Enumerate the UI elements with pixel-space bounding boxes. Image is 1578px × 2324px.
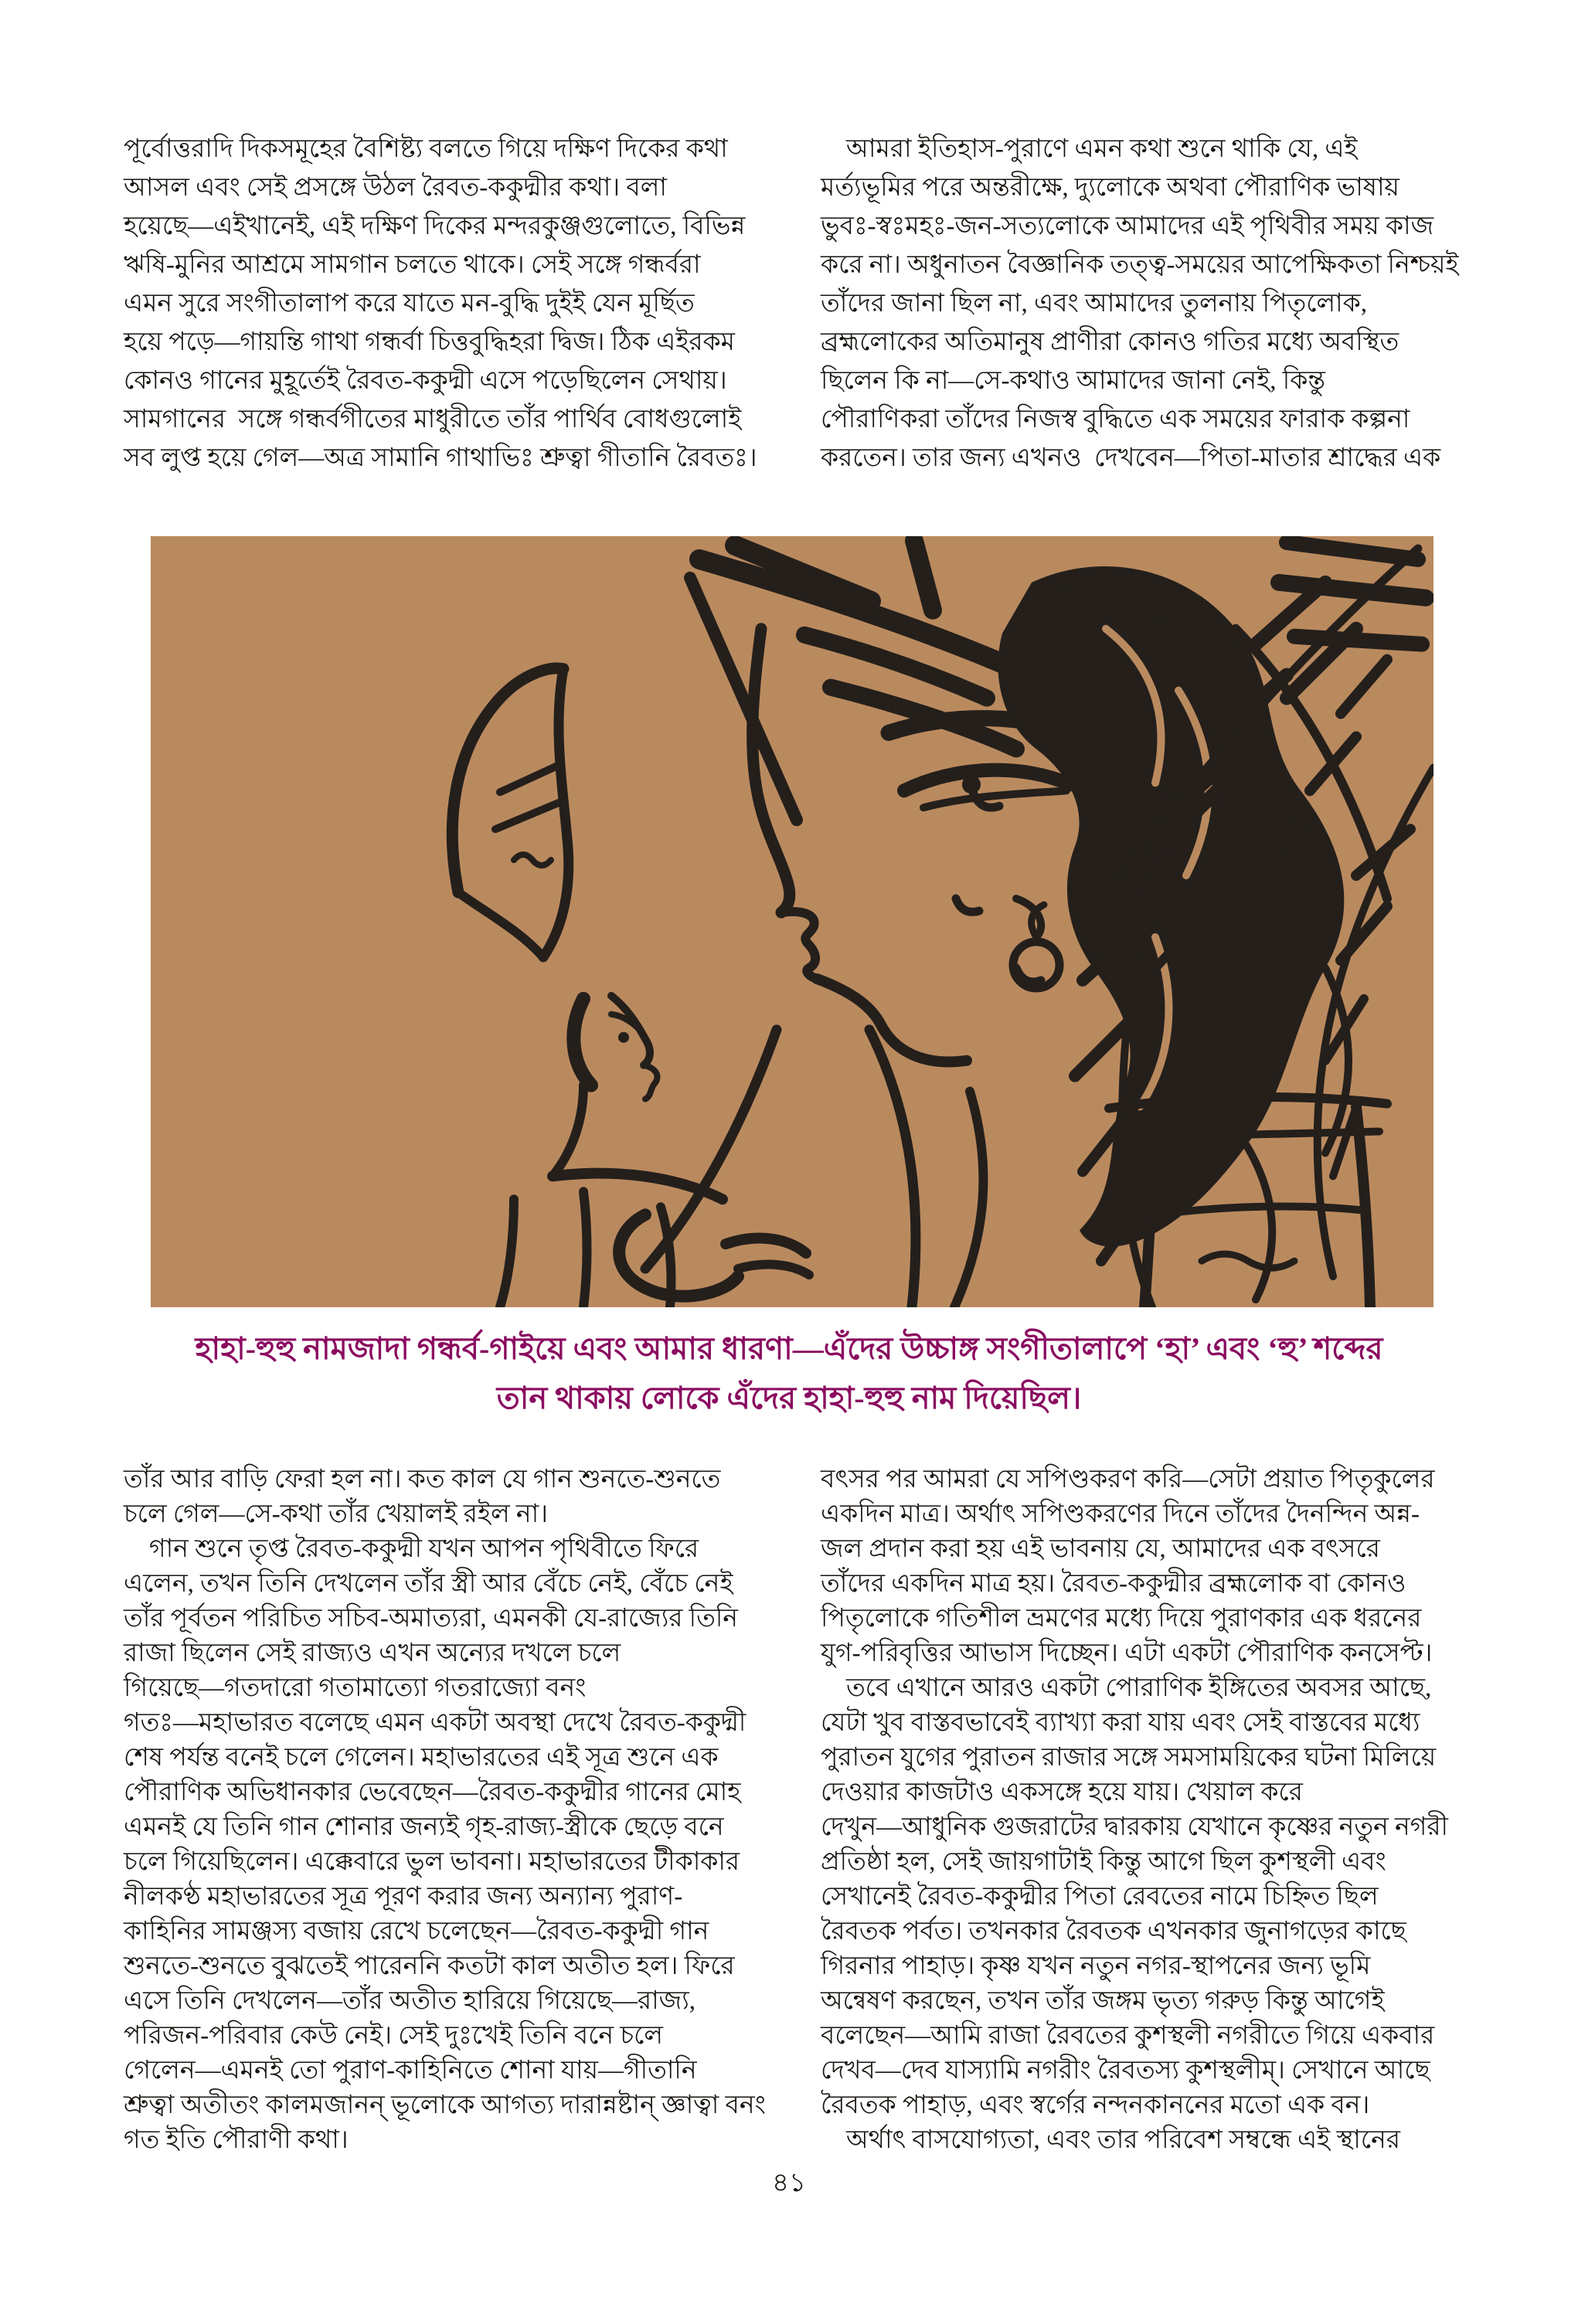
text-line: রাজা ছিলেন সেই রাজ্যও এখন অন্যের দখলে চলে	[124, 1639, 621, 1667]
text-line: গিরনার পাহাড়। কৃষ্ণ যখন নতুন নগর-স্থাপনের জন্য ভূমি	[821, 1952, 1371, 1980]
text-line: ব্রহ্মলোকের অতিমানুষ প্রাণীরা কোনও গতির মধ্যে অবস্থিত	[821, 328, 1399, 356]
text-line: তান থাকায় লোকে এঁদের হাহা-হুহু নাম দিয়েছিল।	[496, 1381, 1082, 1415]
text-line: তবে এখানে আরও একটা পোরাণিক ইঙ্গিতের অবসর আছে,	[821, 1674, 1432, 1702]
ink-illustration-svg	[151, 536, 1433, 1307]
text-line: এমন সুরে সংগীতালাপ করে যাতে মন-বুদ্ধি দুইই যেন মূর্ছিত	[124, 290, 695, 318]
top-right-text-column	[821, 130, 1476, 477]
text-line: শ্রুত্বা অতীতং কালমজানন্ ভূলোকে আগত্য দারান্নষ্টান্ জ্ঞাত্বা বনং	[124, 2091, 766, 2119]
ink-illustration	[151, 536, 1433, 1307]
text-line: যেটা খুব বাস্তবভাবেই ব্যাখ্যা করা যায় এবং সেই বাস্তবের মধ্যে	[821, 1709, 1420, 1737]
text-line: ভুবঃ-স্বঃমহঃ-জন-সত্যলোকে আমাদের এই পৃথিবীর সময় কাজ	[821, 212, 1434, 240]
text-line: অর্থাৎ বাসযোগ্যতা, এবং তার পরিবেশ সম্বন্ধে এই স্থানের	[821, 2126, 1400, 2154]
text-line: হয়ে পড়ে—গায়ন্তি গাথা গন্ধর্বা চিত্তবুদ্ধিহরা দ্বিজ। ঠিক এইরকম	[124, 328, 735, 356]
text-line: সব লুপ্ত হয়ে গেল—অত্র সামানি গাথাভিঃ শ্রুত্বা গীতানি রৈবতঃ।	[124, 444, 757, 472]
text-line: রৈবতক পর্বত। তখনকার রৈবতক এখনকার জুনাগড়ের কাছে	[821, 1918, 1406, 1945]
text-line: আমরা ইতিহাস-পুরাণে এমন কথা শুনে থাকি যে, এই	[821, 135, 1358, 163]
bottom-right-text-column	[821, 1463, 1476, 2158]
text-line: শুনতে-শুনতে বুঝতেই পারেননি কতটা কাল অতীত হল। ফিরে	[124, 1952, 735, 1980]
text-line: এলেন, তখন তিনি দেখলেন তাঁর স্ত্রী আর বেঁচে নেই, বেঁচে নেই	[124, 1570, 733, 1598]
text-line: পৌরাণিকরা তাঁদের নিজস্ব বুদ্ধিতে এক সময়ের ফারাক কল্পনা	[821, 406, 1410, 433]
text-line: হয়েছে—এইখানেই, এই দক্ষিণ দিকের মন্দরকুঞ্জগুলোতে, বিভিন্ন	[124, 212, 746, 240]
text-line: বৎসর পর আমরা যে সপিণ্ডকরণ করি—সেটা প্রয়াত পিতৃকুলের	[821, 1466, 1435, 1493]
text-line: পুরাতন যুগের পুরাতন রাজার সঙ্গে সমসাময়িকের ঘটনা মিলিয়ে	[821, 1744, 1437, 1772]
text-line: গিয়েছে—গতদারো গতামাত্যো গতরাজ্যো বনং	[124, 1674, 587, 1702]
text-line: জল প্রদান করা হয় এই ভাবনায় যে, আমাদের এক বৎসরে	[821, 1535, 1380, 1563]
text-line: চলে গিয়েছিলেন। এক্কেবারে ভুল ভাবনা। মহাভারতের টীকাকার	[124, 1848, 740, 1876]
text-line: চলে গেল—সে-কথা তাঁর খেয়ালই রইল না।	[124, 1500, 548, 1528]
text-line: পৌরাণিক অভিধানকার ভেবেছেন—রৈবত-ককুদ্মীর গানের মোহ	[124, 1779, 741, 1806]
text-line: হাহা-হুহু নামজাদা গন্ধর্ব-গাইয়ে এবং আমার ধারণা—এঁদের উচ্চাঙ্গ সংগীতালাপে ‘হা’ এবং ‘হু’ শব্দের	[195, 1331, 1383, 1366]
text-line: বলেছেন—আমি রাজা রৈবতের কুশস্থলী নগরীতে গিয়ে একবার	[821, 2022, 1435, 2050]
text-line: দেখব—দেব যাস্যামি নগরীং রৈবতস্য কুশস্থলীম্। সেখানে আছে	[821, 2057, 1430, 2084]
text-line: আসল এবং সেই প্রসঙ্গে উঠল রৈবত-ককুদ্মীর কথা। বলা	[124, 174, 667, 202]
text-line: রৈবতক পাহাড়, এবং স্বর্গের নন্দনকাননের মতো এক বন।	[821, 2091, 1370, 2119]
text-line: এসে তিনি দেখলেন—তাঁর অতীত হারিয়ে গিয়েছে—রাজ্য,	[124, 1987, 696, 2015]
text-line: তাঁদের একদিন মাত্র হয়। রৈবত-ককুদ্মীর ব্রহ্মলোক বা কোনও	[821, 1570, 1406, 1598]
text-line: মর্ত্যভূমির পরে অন্তরীক্ষে, দ্যুলোকে অথবা পৌরাণিক ভাষায়	[821, 174, 1399, 202]
text-line: করতেন। তার জন্য এখনও দেখবেন—পিতা-মাতার শ্রাদ্ধের এক	[821, 444, 1441, 472]
text-line: পিতৃলোকে গতিশীল ভ্রমণের মধ্যে দিয়ে পুরাণকার এক ধরনের	[821, 1605, 1422, 1633]
text-line: গেলেন—এমনই তো পুরাণ-কাহিনিতে শোনা যায়—গীতানি	[124, 2057, 697, 2084]
text-line: তাঁর আর বাড়ি ফেরা হল না। কত কাল যে গান শুনতে-শুনতে	[124, 1466, 721, 1493]
bottom-left-text-column	[124, 1463, 779, 2158]
page-number: ৪১	[771, 2169, 807, 2197]
text-line: গান শুনে তৃপ্ত রৈবত-ককুদ্মী যখন আপন পৃথিবীতে ফিরে	[124, 1535, 699, 1563]
text-line: নীলকণ্ঠ মহাভারতের সূত্র পূরণ করার জন্য অন্যান্য পুরাণ-	[124, 1883, 683, 1911]
text-line: কোনও গানের মুহূর্তেই রৈবত-ককুদ্মী এসে পড়েছিলেন সেথায়।	[124, 367, 727, 395]
text-line: যুগ-পরিবৃত্তির আভাস দিচ্ছেন। এটা একটা পৌরাণিক কনসেপ্ট।	[821, 1639, 1433, 1667]
text-line: পরিজন-পরিবার কেউ নেই। সেই দুঃখেই তিনি বনে চলে	[124, 2022, 663, 2050]
text-line: ঋষি-মুনির আশ্রমে সামগান চলতে থাকে। সেই সঙ্গে গন্ধর্বরা	[124, 251, 701, 279]
text-line: গত ইতি পৌরাণী কথা।	[124, 2126, 349, 2154]
text-line: পূর্বোত্তরাদি দিকসমূহের বৈশিষ্ট্য বলতে গিয়ে দক্ষিণ দিকের কথা	[124, 135, 728, 163]
text-line: সেখানেই রৈবত-ককুদ্মীর পিতা রেবতের নামে চিহ্নিত ছিল	[821, 1883, 1379, 1911]
text-line: দেওয়ার কাজটাও একসঙ্গে হয়ে যায়। খেয়াল করে	[821, 1779, 1303, 1806]
illustration-caption	[109, 1324, 1469, 1423]
text-line: একদিন মাত্র। অর্থাৎ সপিণ্ডকরণের দিনে তাঁদের দৈনন্দিন অন্ন-	[821, 1500, 1420, 1528]
text-line: প্রতিষ্ঠা হল, সেই জায়গাটাই কিন্তু আগে ছিল কুশস্থলী এবং	[821, 1848, 1386, 1876]
text-line: সামগানের সঙ্গে গন্ধর্বগীতের মাধুরীতে তাঁর পার্থিব বোধগুলোই	[124, 406, 742, 433]
text-line: তাঁদের জানা ছিল না, এবং আমাদের তুলনায় পিতৃলোক,	[821, 290, 1367, 318]
text-line: শেষ পর্যন্ত বনেই চলে গেলেন। মহাভারতের এই সূত্র শুনে এক	[124, 1744, 719, 1772]
text-line: ছিলেন কি না—সে-কথাও আমাদের জানা নেই, কিন্তু	[821, 367, 1326, 395]
text-line: দেখুন—আধুনিক গুজরাটের দ্বারকায় যেখানে কৃষ্ণের নতুন নগরী	[821, 1813, 1448, 1841]
text-line: গতঃ—মহাভারত বলেছে এমন একটা অবস্থা দেখে রৈবত-ককুদ্মী	[124, 1709, 746, 1737]
text-line: করে না। অধুনাতন বৈজ্ঞানিক তত্ত্ব-সময়ের আপেক্ষিকতা নিশ্চয়ই	[821, 251, 1459, 279]
top-left-text-column	[124, 130, 779, 477]
text-line: তাঁর পূর্বতন পরিচিত সচিব-অমাত্যরা, এমনকী যে-রাজ্যের তিনি	[124, 1605, 739, 1633]
text-line: কাহিনির সামঞ্জস্য বজায় রেখে চলেছেন—রৈবত-ককুদ্মী গান	[124, 1918, 709, 1945]
text-line: এমনই যে তিনি গান শোনার জন্যই গৃহ-রাজ্য-স্ত্রীকে ছেড়ে বনে	[124, 1813, 724, 1841]
text-line: অন্বেষণ করছেন, তখন তাঁর জঙ্গম ভৃত্য গরুড় কিন্তু আগেই	[821, 1987, 1385, 2015]
